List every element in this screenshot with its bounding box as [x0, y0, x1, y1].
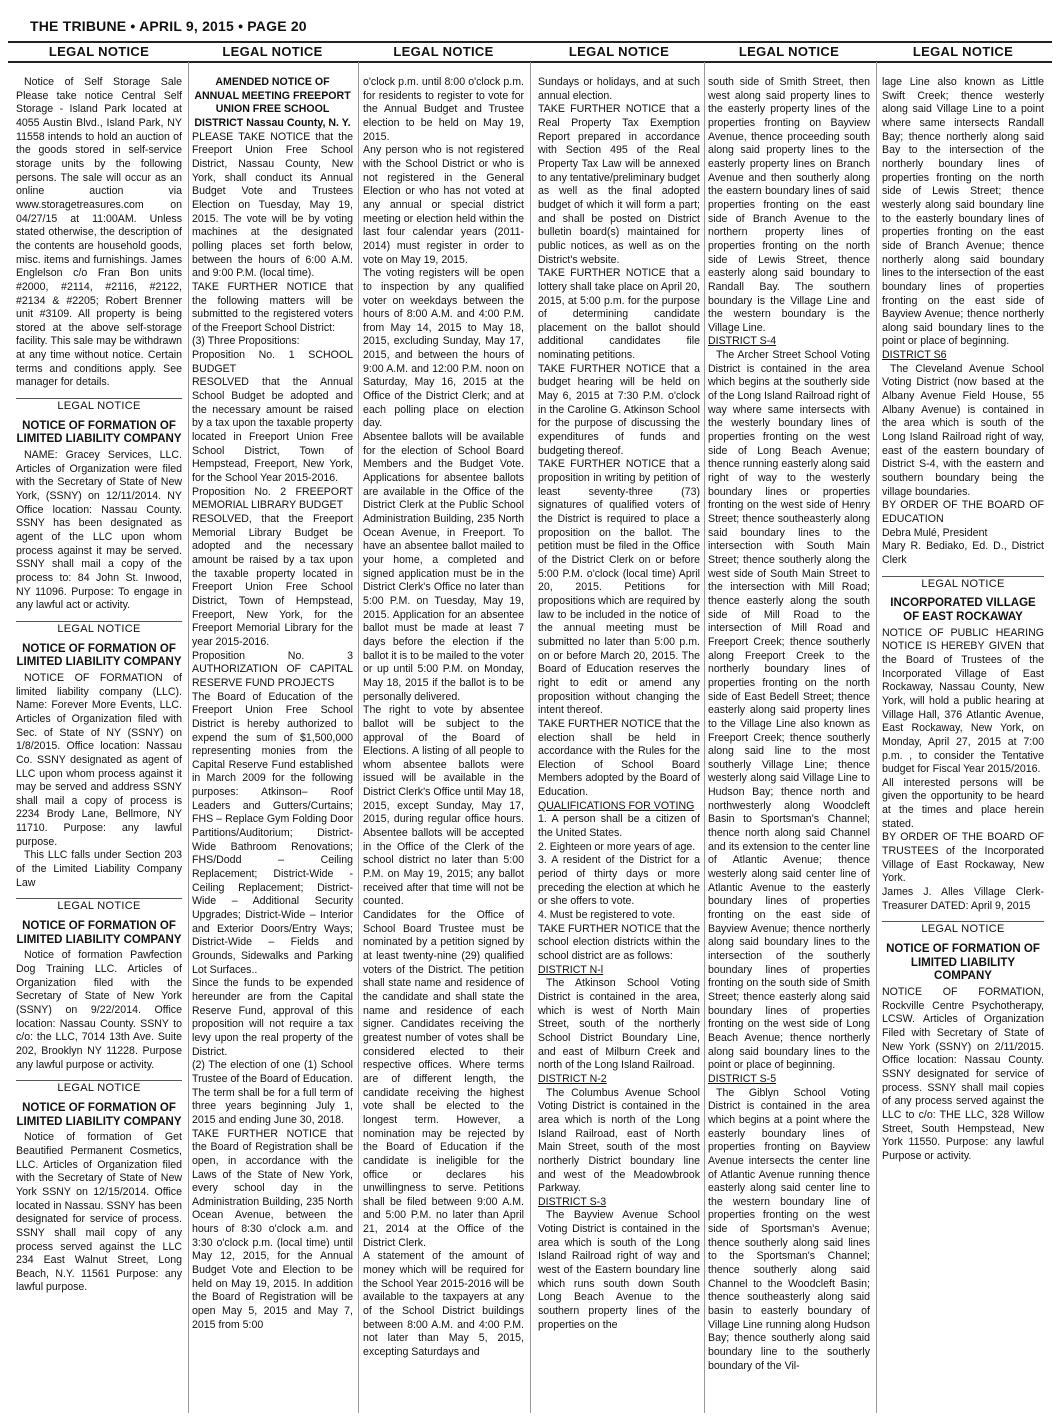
column-text — [708, 76, 870, 1373]
notice-heading: NOTICE OF FORMATION OF LIMITED LIABILITY COMPANY — [16, 419, 182, 446]
district-heading: DISTRICT S-4 — [708, 335, 777, 348]
notice-heading: NOTICE OF FORMATION OF LIMITED LIABILITY COMPANY — [16, 920, 182, 946]
paragraph: Notice of formation of Get Beautified Permanent Cosmetics, LLC. Articles of Organization filed with the Secretary of State of New York SSNY on 12/15/2014. Office located in Nassau. SSNY has been designated for service of process. SSNY shall mail copy of any process served against the LLC 234 East Walnut Street, Long Beach, N.Y. 11561 Purpose: any lawful purpose. — [16, 1131, 182, 1294]
notice-heading: NOTICE OF FORMATION OF LIMITED LIABILITY COMPANY — [886, 943, 1040, 983]
paragraph: 3. A resident of the District for a period of thirty days or more preceding the election at which he or she offers to vote. — [538, 854, 700, 908]
paragraph: The voting registers will be open to inspection by any qualified voter on weekdays between the hours of 8:00 A.M. and 4:00 P.M. from May 14, 2015 to May 18, 2015, excluding Sunday, May 17, 2015, and between the hours of 9:00 A.M. and 12:00 P.M. noon on Saturday, May 16, 2015 at the Office of the District Clerk; and at each polling place on election day. — [363, 267, 524, 430]
column-separator — [876, 62, 877, 1413]
paragraph: Mary R. Bediako, Ed. D., District Clerk — [882, 540, 1044, 566]
column-heading: LEGAL NOTICE — [48, 44, 150, 59]
legal-notice-divider: LEGAL NOTICE — [16, 1080, 182, 1096]
column-4 — [538, 42, 700, 1417]
paragraph: The Columbus Avenue School Voting District is contained in the area which is north of the Long Island Railroad, east of North Main Street, south of the most northerly District boundary line and west of the Meadowbrook Parkway. — [538, 1086, 700, 1195]
column-heading: LEGAL NOTICE — [912, 44, 1014, 59]
column-text — [16, 76, 182, 1295]
paragraph: RESOLVED that the Annual School Budget be adopted and the necessary amount be raised by a tax upon the taxable property located in Freeport Union Free School District, Town of Hempstead, Freeport, New York, for the School Year 2015-2016. — [192, 376, 353, 485]
paragraph: The Giblyn School Voting District is contained in the area which begins at a point where the easterly boundary lines of properties fronting on Bayview Avenue intersects the center line of Atlantic Avenue running thence easterly along said center line to the western boundary line of properties fronting on the west side of Sportsman's Avenue; thence southerly along said lines to the Sportsman's Channel; thence southerly along said Channel to the Woodcleft Basin; thence southeasterly along said basin to easterly boundary of Village Line running along Hudson Bay; thence southerly along said boundary line to the southerly boundary of the Vil- — [708, 1086, 870, 1372]
paragraph: TAKE FURTHER NOTICE that the election shall be held in accordance with the Rules for the Election of School Board Members adopted by the Board of Education. — [538, 717, 700, 799]
legal-notice-divider: LEGAL NOTICE — [882, 576, 1044, 592]
paragraph: TAKE FURTHER NOTICE that the school election districts within the school district are as follows: — [538, 922, 700, 962]
paragraph: Notice of formation Pawfection Dog Training LLC. Articles of Organization filed with the Secretary of State of New York (SSNY) on 9/22/2014. Office location: Nassau County. SSNY to c/o: the LLC, 7014 13th Ave. Suite 202, Brooklyn NY 11228. Purpose any lawful purpose or activity. — [16, 949, 182, 1071]
paragraph: The Atkinson School Voting District is contained in the area, which is west of North Main Street, south of the northerly School District Boundary Line, and east of Milburn Creek and north of the Long Island Railroad. — [538, 977, 700, 1072]
column-1 — [16, 42, 182, 1417]
paragraph: (2) The election of one (1) School Trustee of the Board of Education. The term shall be for a full term of three years beginning July 1, 2015 and ending June 30, 2018. — [192, 1059, 353, 1126]
notice-heading: AMENDED NOTICE OF ANNUAL MEETING FREEPORT UNION FREE SCHOOL DISTRICT Nassau County, N. Y. — [194, 76, 351, 129]
district-heading: DISTRICT S-3 — [538, 1195, 607, 1208]
paragraph: NOTICE OF PUBLIC HEARING NOTICE IS HEREBY GIVEN that the Board of Trustees of the Incorporated Village of East Rockaway, Nassau County, New York, will hold a public hearing at Village Hall, 376 Atlantic Avenue, East Rockaway, New York, on Monday, April 27, 2015 at 7:00 p.m. , to consider the Tentative budget for Fiscal Year 2015/2016. — [882, 626, 1044, 776]
paragraph: (3) Three Propositions: — [192, 335, 300, 348]
paragraph: A statement of the amount of money which will be required for the School Year 2015-2016 will be available to the taxpayers at any of the School District buildings between 8:00 A.M. and 4:00 P.M. not later than May 5, 2015, excepting Saturdays and — [363, 1250, 524, 1359]
paragraph: TAKE FURTHER NOTICE that a lottery shall take place on April 20, 2015, at 5:00 p.m. for the purpose of determining candidate placement on the ballot should additional candidates file nominating petitions. — [538, 267, 700, 362]
district-heading: DISTRICT S-5 — [708, 1072, 777, 1085]
paragraph: The right to vote by absentee ballot will be subject to the approval of the Board of Elections. A listing of all people to whom absentee ballots were issued will be available in the District Clerk's Office until May 18, 2015, except Sunday, May 17, 2015, during regular office hours. Absentee ballots will be accepted in the Office of the Clerk of the school district no later than 5:00 P.M. on May 19, 2015; any ballot received after that time will not be counted. — [363, 704, 524, 908]
column-text — [538, 76, 700, 1332]
paragraph: The Archer Street School Voting District is contained in the area which begins at the southerly side of the Long Island Railroad right of way where same intersects with the westerly boundary lines of properties fronting on the west side of Long Beach Avenue; thence running easterly along said right of way to the westerly boundary lines or properties fronting on the west side of Henry Street; thence southeasterly along said boundary lines to the intersection with South Main Street; thence southerly along the west side of South Main Street to the intersection with Mill Road; thence easterly along the south side of Mill Road to the intersection of Mill Road and Freeport Creek; thence southerly along Freeport Creek to the northerly boundary lines of properties fronting on the north side of East Bedell Street; thence easterly along said property lines to the Village Line also known as Freeport Creek; thence southerly along said line to the most southerly Village Line; thence westerly along said Village Line to Hudson Bay; thence north and northwesterly along Woodcleft Basin to Sportsman's Channel; thence north along said Channel and its extension to the center line of Atlantic Avenue; thence westerly along said center line of Atlantic Avenue to the easterly boundary lines of properties fronting on the east side of Bayview Avenue; thence northerly along said boundary lines to the intersection of the southerly boundary lines of properties fronting on the south side of Smith Street; thence easterly along said boundary lines of properties fronting on the west side of Long Beach Avenue; thence northerly along said boundary lines to the point or place of beginning. — [708, 349, 870, 1072]
notice-heading: INCORPORATED VILLAGE OF EAST ROCKAWAY — [890, 597, 1036, 623]
column-separator — [530, 62, 531, 1413]
column-3 — [363, 42, 524, 1417]
paragraph: 4. Must be registered to vote. — [538, 909, 676, 922]
notice-heading: NOTICE OF FORMATION OF LIMITED LIABILITY COMPANY — [16, 642, 182, 669]
legal-notice-divider: LEGAL NOTICE — [16, 621, 182, 637]
column-6 — [882, 42, 1044, 1417]
paragraph: This LLC falls under Section 203 of the Limited Liability Company Law — [16, 849, 182, 889]
paragraph: BY ORDER OF THE BOARD OF EDUCATION — [882, 499, 1044, 525]
paragraph: Any person who is not registered with the School District or who is not registered in the General Election or who has not voted at any annual or special district meeting or election held within the last four calendar years (2011-2014) must register in order to vote on May 19, 2015. — [363, 144, 524, 266]
column-heading: LEGAL NOTICE — [222, 44, 323, 59]
paragraph: All interested persons will be given the opportunity to be heard at the times and place herein stated. — [882, 776, 1044, 830]
column-text — [363, 76, 524, 1360]
paragraph: PLEASE TAKE NOTICE that the Freeport Union Free School District, Nassau County, New York, shall conduct its Annual Budget Vote and Trustees Election on Tuesday, May 19, 2015. The vote will be by voting machines at the designated polling places set forth below, between the hours of 6:00 A.M. and 9:00 P.M. (local time). — [192, 130, 353, 280]
paragraph: James J. Alles Village Clerk-Treasurer DATED: April 9, 2015 — [882, 886, 1044, 912]
district-heading: DISTRICT N-l — [538, 963, 604, 976]
paragraph: TAKE FURTHER NOTICE that a proposition in writing by petition of least seventy-three (73) signatures of qualified voters of the District is required to place a proposition on the ballot. The petition must be filed in the Office of the District Clerk on or before 5:00 P.M. o'clock (local time) April 20, 2015. Petitions for propositions which are required by law to be included in the notice of the annual meeting must be submitted no later than 5:00 p.m. on or before March 20, 2015. The Board of Education reserves the right to edit or amend any proposition without changing the intent thereof. — [538, 458, 700, 717]
paragraph: Since the funds to be expended hereunder are from the Capital Reserve Fund, approval of this proposition will not require a tax levy upon the real property of the District. — [192, 977, 353, 1058]
paragraph: NOTICE OF FORMATION of limited liability company (LLC). Name: Forever More Events, LLC. Articles of Organization filed with Sec. of State of NY (SSNY) on 1/8/2015. Office location: Nassau Co. SSNY designated as agent of LLC upon whom process against it may be served and address SSNY shall mail a copy of process is 2234 Brody Lane, Bellmore, NY 11710. Purpose: any lawful purpose. — [16, 671, 182, 848]
district-heading: QUALIFICATIONS FOR VOTING — [538, 799, 695, 812]
column-separator — [704, 62, 705, 1413]
column-separator — [188, 62, 189, 1413]
column-heading: LEGAL NOTICE — [393, 44, 494, 59]
paragraph: Candidates for the Office of School Board Trustee must be nominated by a petition signed by at least twenty-nine (29) qualified voters of the District. The petition shall state name and residence of the candidate and shall state the name and residence of each signer. Candidates receiving the greatest number of votes shall be considered elected to their respective offices. Where terms are of different length, the candidate receiving the highest vote shall be elected to the longest term. However, a nomination may be rejected by the Board of Education if the candidate is ineligible for the office or declares his unwillingness to serve. Petitions shall be filed between 9:00 A.M. and 5:00 P.M. no later than April 21, 2014 at the Office of the District Clerk. — [363, 909, 524, 1249]
column-separator — [358, 62, 359, 1413]
paragraph: Debra Mulé, President — [882, 526, 988, 539]
paragraph: NOTICE OF FORMATION, Rockville Centre Psychotherapy, LCSW. Articles of Organization Filed with Secretary of State of New York (SSNY) on 2/11/2015. Office location: Nassau County. SSNY designated for service of process. SSNY shall mail copies of any process served against the LLC to c/o: THE LLC, 328 Willow Street, South Hempstead, New York 11550. Purpose: any lawful Purpose or activity. — [882, 986, 1044, 1162]
paragraph: The Bayview Avenue School Voting District is contained in the area which is south of the Long Island Railroad right of way and west of the Eastern boundary line which runs south down South Long Beach Avenue to the southern property lines of the properties on the — [538, 1209, 700, 1331]
paragraph: The Board of Education of the Freeport Union Free School District is hereby authorized to expend the sum of $1,500,000 representing monies from the Capital Reserve Fund established in March 2009 for the following purposes: Atkinson– Roof Leaders and Gutters/Curtains; FHS – Replace Gym Folding Door Partitions/Auditorium; District-Wide Bathroom Renovations; FHS/Dodd – Ceiling Replacement; District-Wide - Ceiling Replacement; District-Wide – Additional Security Upgrades; District-Wide – Interior and Exterior Doors/Entry Ways; District-Wide – Fields and Grounds, Sidewalks and Parking Lot Surfaces.. — [192, 690, 353, 976]
district-heading: DISTRICT N-2 — [538, 1072, 607, 1085]
paragraph: 1. A person shall be a citizen of the United States. — [538, 813, 700, 840]
paragraph: RESOLVED, that the Freeport Memorial Library Budget be adopted and the necessary amount be raised by a tax upon the taxable property located in Freeport Union Free School District, Town of Hempstead, Freeport, New York, for the Freeport Memorial Library for the year 2015-2016. — [192, 513, 353, 648]
paragraph: Proposition No. 1 SCHOOL BUDGET — [192, 349, 353, 375]
paragraph: TAKE FURTHER NOTICE that a Real Property Tax Exemption Report prepared in accordance with Section 495 of the Real Property Tax Law will be annexed to any tentative/preliminary budget as well as the final adopted budget of which it will form a part; and shall be posted on District bulletin board(s) maintained for public notices, as well as on the District's website. — [538, 103, 700, 266]
column-heading: LEGAL NOTICE — [738, 44, 840, 59]
district-heading: DISTRICT S6 — [882, 349, 947, 362]
paragraph: lage Line also known as Little Swift Creek; thence westerly along said Village Line to a point where same intersects Randall Bay; thence northerly along said Bay to the intersection of the northerly boundary lines of properties fronting on the north side of Lewis Street; thence westerly along said boundary line to the easterly boundary lines of properties fronting on the east side of Branch Avenue; thence northerly along said boundary lines to the intersection of the east boundary lines of properties fronting on the east side of Bayview Avenue; thence northerly along said boundary lines to the point or place of beginning. — [882, 76, 1044, 348]
paragraph: 2. Eighteen or more years of age. — [538, 840, 696, 853]
legal-notice-divider: LEGAL NOTICE — [16, 898, 182, 914]
paragraph: Notice of Self Storage Sale Please take notice Central Self Storage - Island Park located at 4055 Austin Blvd., Island Park, NY 11558 intends to hold an auction of the goods stored in self-service storage units by the following persons. The sale will occur as an online auction via www.storagetreasures.com on 04/27/15 at 11:00AM. Unless stated otherwise, the description of the contents are household goods, misc. items and furnishings. James Englelson c/o Fran Bon units #2000, #2114, #2116, #2122, #2134 & #2205; Robert Brenner unit #3109. All property is being stored at the above self-storage facility. This sale may be withdrawn at any time without notice. Certain terms and conditions apply. See manager for details. — [16, 76, 182, 389]
paragraph: Proposition No. 2 FREEPORT MEMORIAL LIBRARY BUDGET — [192, 485, 353, 512]
paragraph: TAKE FURTHER NOTICE that a budget hearing will be held on May 6, 2015 at 7:30 P.M. o'clock in the Caroline G. Atkinson School for the purpose of discussing the expenditures of funds and budgeting thereof. — [538, 362, 700, 457]
masthead: THE TRIBUNE • APRIL 9, 2015 • PAGE 20 — [30, 18, 307, 34]
column-2 — [192, 42, 353, 1417]
column-text — [882, 76, 1044, 1164]
legal-notice-divider: LEGAL NOTICE — [882, 921, 1044, 937]
paragraph: o'clock p.m. until 8:00 o'clock p.m. for residents to register to vote for the Annual Budget and Trustee election to be held on May 19, 2015. — [363, 76, 524, 143]
paragraph: NAME: Gracey Services, LLC. Articles of Organization were filed with the Secretary of State of New York, (SSNY) on 12/11/2014. NY Office location: Nassau County. SSNY has been designated as agent of the LLC upon whom process against it may be served. SSNY shall mail a copy of the process to: 84 John St. Inwood, NY 11096. Purpose: To engage in any lawful act or activity. — [16, 449, 182, 612]
paragraph: TAKE FURTHER NOTICE that the Board of Registration shall be open, in accordance with the Laws of the State of New York, every school day in the Administration Building, 235 North Ocean Avenue, between the hours of 8:30 o'clock a.m. and 3:30 o'clock p.m. (local time) until May 12, 2015, for the Annual Budget Vote and Election to be held on May 19, 2015. In addition the Board of Registration will be open May 5, 2015 and May 7, 2015 from 5:00 — [192, 1127, 353, 1331]
column-5 — [708, 42, 870, 1417]
paragraph: south side of Smith Street, then west along said property lines to the easterly property lines of the properties fronting on Bayview Avenue, thence proceeding south along said property lines to the easterly property lines on Branch Avenue and then southerly along the eastern boundary lines of said properties fronting on the east side of Branch Avenue to the northern property lines of properties fronting on the north side of Lewis Street, thence easterly along said boundary to Randall Bay. The southern boundary is the Village Line and the western boundary is the Village Line. — [708, 76, 870, 334]
paragraph: TAKE FURTHER NOTICE that the following matters will be submitted to the registered voters of the Freeport School District: — [192, 280, 353, 334]
column-heading: LEGAL NOTICE — [568, 44, 670, 59]
legal-notice-divider: LEGAL NOTICE — [16, 398, 182, 414]
paragraph: The Cleveland Avenue School Voting District (now based at the Albany Avenue Field House, 55 Albany Avenue) is contained in the area which is south of the Long Island Railroad right of way, east of the eastern boundary of District S-4, with the eastern and southern boundary being the village boundaries. — [882, 362, 1044, 498]
paragraph: Proposition No. 3 AUTHORIZATION OF CAPITAL RESERVE FUND PROJECTS — [192, 649, 353, 689]
paragraph: Sundays or holidays, and at such annual election. — [538, 76, 700, 102]
paragraph: Absentee ballots will be available for the election of School Board Members and the Budget Vote. Applications for absentee ballots are available in the Office of the District Clerk at the Public School Administration Building, 235 North Ocean Avenue, in Freeport. To have an absentee ballot mailed to your home, a completed and signed application must be in the District Clerk's Office no later than 5:00 P.M. on Tuesday, May 19, 2015. Application for an absentee ballot must be made at least 7 days before the election if the ballot it is to be mailed to the voter or up until 5:00 P.M. on Monday, May 18, 2015 if the ballot is to be personally delivered. — [363, 431, 524, 703]
column-text — [192, 76, 353, 1332]
paragraph: BY ORDER OF THE BOARD OF TRUSTEES of the Incorporated Village of East Rockaway, New York. — [882, 831, 1044, 885]
notice-heading: NOTICE OF FORMATION OF LIMITED LIABILITY COMPANY — [16, 1101, 182, 1128]
